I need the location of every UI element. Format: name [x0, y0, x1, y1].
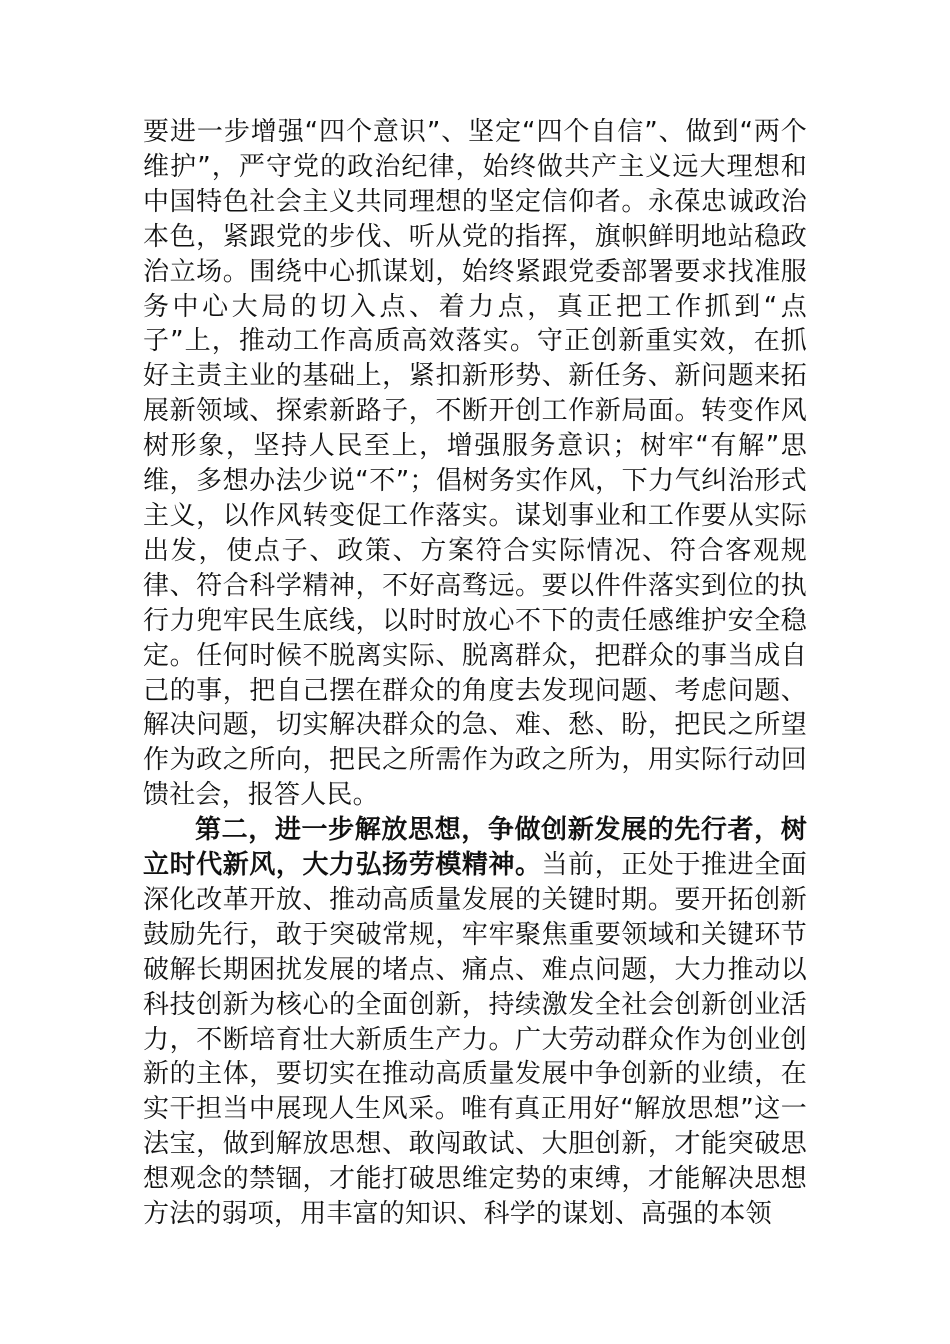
- paragraph-2: [143, 813, 807, 1232]
- paragraph-1: 要进一步增强“四个意识”、坚定“四个自信”、做到“两个维护”，严守党的政治纪律，始终做共产主义远大理想和中国特色社会主义共同理想的坚定信仰者。永葆忠诚政治本色，紧跟党的步伐、听从党的指挥，旗帜鲜明地站稳政治立场。围绕中心抓谋划，始终紧跟党委部署要求找准服务中心大局的切入点、着力点，真正把工作抓到“点子”上，推动工作高质高效落实。守正创新重实效，在抓好主责主业的基础上，紧扣新形势、新任务、新问题来拓展新领域、探索新路子，不断开创工作新局面。转变作风树形象，坚持人民至上，增强服务意识；树牢“有解”思维，多想办法少说“不”；倡树务实作风，下力气纠治形式主义，以作风转变促工作落实。谋划事业和工作要从实际出发，使点子、政策、方案符合实际情况、符合客观规律、符合科学精神，不好高骛远。要以件件落实到位的执行力兜牢民生底线，以时时放心不下的责任感维护安全稳定。任何时候不脱离实际、脱离群众，把群众的事当成自己的事，把自己摆在群众的角度去发现问题、考虑问题、解决问题，切实解决群众的急、难、愁、盼，把民之所望作为政之所向，把民之所需作为政之所为，用实际行动回馈社会，报答人民。: [143, 117, 807, 811]
- paragraph-2-body: 当前，正处于推进全面深化改革开放、推动高质量发展的关键时期。要开拓创新鼓励先行，敢于突破常规，牢牢聚焦重要领域和关键环节破解长期困扰发展的堵点、痛点、难点问题，大力推动以科技创新为核心的全面创新，持续激发全社会创新创业活力，不断培育壮大新质生产力。广大劳动群众作为创业创新的主体，要切实在推动高质量发展中争创新的业绩，在实干担当中展现人生风采。唯有真正用好“解放思想”这一法宝，做到解放思想、敢闯敢试、大胆创新，才能突破思想观念的禁锢，才能打破思维定势的束缚，才能解决思想方法的弱项，用丰富的知识、科学的谋划、高强的本领: [143, 850, 807, 1230]
- document-body: [143, 115, 807, 1232]
- paragraph-2-heading: 第二，进一步解放思想，争做创新发展的先行者，树立时代新风，大力弘扬劳模精神。: [143, 815, 807, 881]
